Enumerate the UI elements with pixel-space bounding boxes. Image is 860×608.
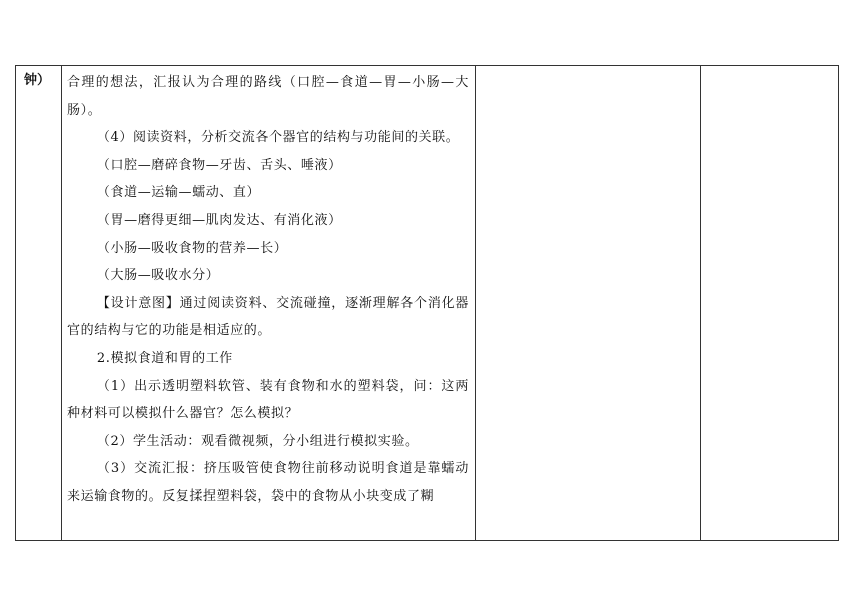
- section-heading: 2.模拟食道和胃的工作: [96, 350, 233, 366]
- content-paragraph: （食道—运输—蠕动、直）: [96, 185, 261, 201]
- content-body: [62, 66, 475, 511]
- content-paragraph: （3）交流汇报：挤压吸管使食物往前移动说明食道是靠蠕动来运输食物的。反复揉捏塑料袋，袋中的食物从小块变成了糊: [67, 461, 469, 504]
- empty-cell-4: [701, 66, 839, 541]
- content-cell: [62, 66, 476, 541]
- design-intent-paragraph: 【设计意图】通过阅读资料、交流碰撞，逐渐理解各个消化器官的结构与它的功能是相适应的。: [67, 295, 469, 339]
- content-paragraph: （口腔—磨碎食物—牙齿、舌头、唾液）: [96, 157, 342, 173]
- lesson-plan-table: [15, 65, 839, 541]
- content-paragraph: （1）出示透明塑料软管、装有食物和水的塑料袋，问：这两种材料可以模拟什么器官？怎么模拟？: [67, 378, 469, 422]
- content-paragraph: 合理的想法，汇报认为合理的路线（口腔—食道—胃—小肠—大肠）。: [67, 75, 469, 118]
- content-paragraph: （4）阅读资料，分析交流各个器官的结构与功能间的关联。: [96, 130, 460, 146]
- time-label: 钟）: [24, 73, 51, 88]
- empty-cell-3: [476, 66, 701, 541]
- table-row: [16, 66, 839, 541]
- time-cell: [16, 66, 62, 541]
- content-paragraph: （小肠—吸收食物的营养—长）: [96, 240, 288, 256]
- content-paragraph: （大肠—吸收水分）: [96, 268, 220, 284]
- content-paragraph: （胃—磨得更细—肌肉发达、有消化液）: [96, 212, 342, 228]
- content-paragraph: （2）学生活动：观看微视频，分小组进行模拟实验。: [96, 433, 419, 449]
